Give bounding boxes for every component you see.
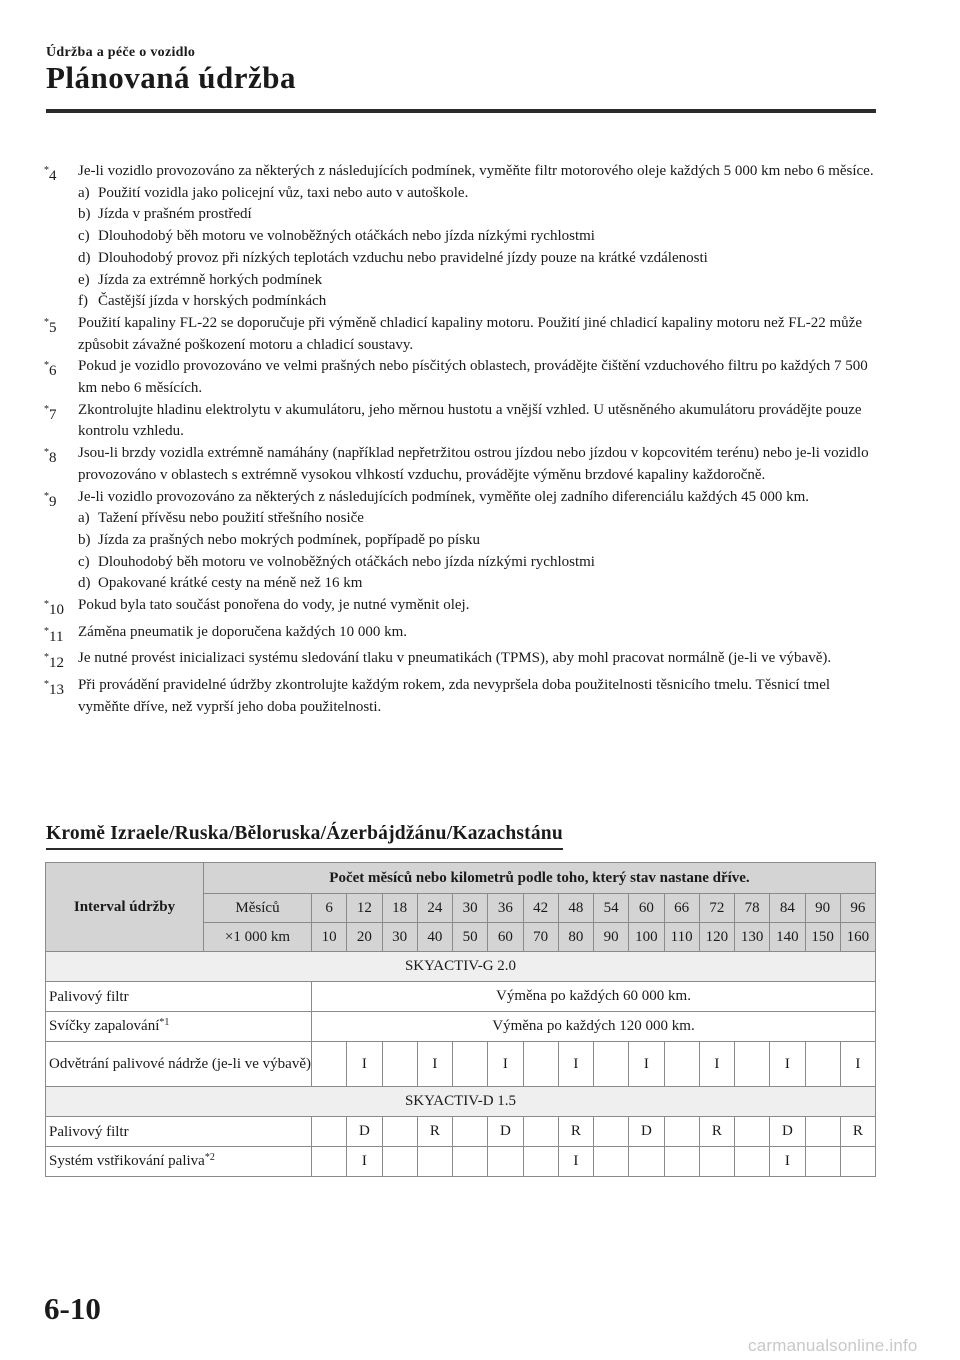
footnote-subitem: [78, 291, 874, 313]
schedule-cell: [382, 1042, 417, 1087]
schedule-cell: [594, 1147, 629, 1177]
footnote-body: [78, 400, 874, 443]
schedule-cell: I: [770, 1042, 805, 1087]
footnote-subitem: [78, 183, 874, 205]
month-cell: 90: [805, 894, 840, 923]
footnote-number: 6: [49, 363, 57, 380]
subitem-text: Jízda za prašných nebo mokrých podmínek, popřípadě po písku: [98, 531, 480, 548]
subitem-text: Dlouhodobý běh motoru ve volnoběžných otáčkách nebo jízda nízkými rychlostmi: [98, 553, 595, 570]
km-cell: 90: [594, 923, 629, 952]
footnote-marker: [44, 313, 78, 356]
table-row: [46, 1042, 876, 1087]
item-label: [46, 982, 312, 1012]
schedule-cell: [312, 1042, 347, 1087]
period-header: Počet měsíců nebo kilometrů podle toho, který stav nastane dříve.: [204, 863, 876, 894]
item-name: Systém vstřikování paliva: [49, 1152, 205, 1169]
subitem-text: Tažení přívěsu nebo použití střešního nosiče: [98, 510, 364, 527]
months-label: Měsíců: [204, 894, 312, 923]
schedule-cell: I: [558, 1042, 593, 1087]
km-cell: 80: [558, 923, 593, 952]
footnote-text: Při provádění pravidelné údržby zkontrolujte každým rokem, zda nevypršela doba použitelnosti těsnicího tmelu. Těsnicí tmel vyměňte dříve, než vyprší jeho doba použitelnosti.: [78, 677, 831, 715]
subitem-letter: e): [78, 271, 90, 288]
footnote: [44, 161, 874, 313]
engine-group-name: SKYACTIV-G 2.0: [46, 952, 876, 982]
footnote-text: Je-li vozidlo provozováno za některých z následujících podmínek, vyměňte olej zadního diferenciálu každých 45 000 km.: [78, 488, 810, 505]
schedule-cell: [382, 1117, 417, 1147]
footnote: [44, 487, 874, 596]
schedule-cell: [453, 1042, 488, 1087]
footnote-number: 5: [49, 319, 57, 336]
subitem-letter: f): [78, 293, 88, 310]
month-cell: 54: [594, 894, 629, 923]
schedule-cell: [523, 1042, 558, 1087]
schedule-cell: D: [347, 1117, 382, 1147]
schedule-cell: [805, 1042, 840, 1087]
footnote-text: Záměna pneumatik je doporučena každých 10 000 km.: [78, 623, 408, 640]
item-footnote-ref: *1: [159, 1016, 170, 1028]
footnote-text: Pokud je vozidlo provozováno ve velmi prašných nebo písčitých oblastech, provádějte čištění vzduchového filtru po každých 7 500 km nebo 6 měsících.: [78, 358, 868, 397]
footnote-marker: [44, 400, 78, 443]
schedule-cell: [453, 1147, 488, 1177]
footnote-marker: [44, 356, 78, 399]
subitem-letter: c): [78, 228, 90, 245]
footnote-marker: [44, 622, 78, 649]
table-row: [46, 1012, 876, 1042]
engine-group-row: [46, 952, 876, 982]
subitem-letter: c): [78, 553, 90, 570]
km-cell: 70: [523, 923, 558, 952]
footnote-asterisk: *: [44, 360, 49, 372]
footnote: [44, 356, 874, 399]
month-cell: 48: [558, 894, 593, 923]
footnote-number: 7: [49, 406, 57, 423]
watermark: carmanualsonline.info: [748, 1336, 918, 1355]
schedule-cell: [805, 1147, 840, 1177]
footnote-body: [78, 313, 874, 356]
subitem-text: Jízda v prašném prostředí: [98, 206, 252, 223]
schedule-cell: [488, 1147, 523, 1177]
footnote-body: [78, 356, 874, 399]
km-cell: 30: [382, 923, 417, 952]
item-label: [46, 1012, 312, 1042]
interval-label: Interval údržby: [46, 863, 204, 952]
item-label: [46, 1147, 312, 1177]
schedule-cell: [664, 1042, 699, 1087]
month-cell: 72: [699, 894, 734, 923]
footnote-asterisk: *: [44, 490, 49, 502]
footnote-text: Zkontrolujte hladinu elektrolytu v akumulátoru, jeho měrnou hustotu a vnější vzhled. U utěsněného akumulátoru provádějte pouze kontrolu vzhledu.: [78, 401, 862, 440]
footnote-body: [78, 487, 874, 596]
month-cell: 12: [347, 894, 382, 923]
schedule-cell: [523, 1147, 558, 1177]
month-cell: 30: [453, 894, 488, 923]
footnote-number: 8: [49, 450, 57, 467]
footnote: [44, 648, 874, 675]
footnote-number: 4: [49, 168, 57, 184]
schedule-cell: I: [699, 1042, 734, 1087]
schedule-cell: [735, 1147, 770, 1177]
item-label: [46, 1117, 312, 1147]
footnote-subitem: [78, 226, 874, 248]
month-cell: 96: [840, 894, 875, 923]
schedule-cell: [840, 1147, 875, 1177]
schedule-cell: [629, 1147, 664, 1177]
footnote: [44, 313, 874, 356]
region-heading: Kromě Izraele/Ruska/Běloruska/Ázerbájdžánu/Kazachstánu: [46, 823, 563, 850]
footnote-subitem: [78, 573, 874, 595]
footnote-body: [78, 648, 874, 675]
schedule-cell: D: [488, 1117, 523, 1147]
subitem-letter: b): [78, 531, 91, 548]
km-cell: 110: [664, 923, 699, 952]
km-cell: 140: [770, 923, 805, 952]
footnote-subitem: [78, 530, 874, 552]
item-name: Odvětrání palivové nádrže (je-li ve výbavě): [49, 1056, 311, 1072]
footnote-number: 12: [49, 655, 64, 672]
footnote-asterisk: *: [44, 316, 49, 328]
footnotes: [44, 161, 874, 719]
footnote-text: Použití kapaliny FL-22 se doporučuje při výměně chladicí kapaliny motoru. Použití jiné chladicí kapaliny motoru než FL-22 může způsobit závažné poškození motoru a chladicí soustavy.: [78, 314, 862, 353]
schedule-cell: [417, 1147, 452, 1177]
schedule-cell: I: [347, 1042, 382, 1087]
interval-note: Výměna po každých 60 000 km.: [312, 982, 876, 1012]
schedule-cell: D: [770, 1117, 805, 1147]
subitem-text: Opakované krátké cesty na méně než 16 km: [98, 575, 363, 592]
schedule-cell: [523, 1117, 558, 1147]
subitem-text: Použití vozidla jako policejní vůz, taxi nebo auto v autoškole.: [98, 184, 469, 201]
schedule-cell: [664, 1147, 699, 1177]
table-row: [46, 1117, 876, 1147]
footnote-text: Je nutné provést inicializaci systému sledování tlaku v pneumatikách (TPMS), aby mohl pracovat normálně (je-li ve výbavě).: [78, 650, 832, 667]
month-cell: 18: [382, 894, 417, 923]
schedule-cell: [664, 1117, 699, 1147]
footnote-number: 13: [49, 682, 64, 699]
footnote-text: Pokud byla tato součást ponořena do vody, je nutné vyměnit olej.: [78, 597, 470, 614]
schedule-cell: [594, 1042, 629, 1087]
item-footnote-ref: *2: [204, 1151, 215, 1163]
subitem-text: Dlouhodobý běh motoru ve volnoběžných otáčkách nebo jízda nízkými rychlostmi: [98, 228, 595, 245]
schedule-cell: I: [558, 1147, 593, 1177]
title-divider: [46, 109, 876, 113]
footnote-marker: [44, 675, 78, 718]
schedule-cell: D: [629, 1117, 664, 1147]
footnote-marker: [44, 487, 78, 596]
schedule-cell: R: [558, 1117, 593, 1147]
footnote-subitem: [78, 270, 874, 292]
month-cell: 60: [629, 894, 664, 923]
schedule-cell: I: [629, 1042, 664, 1087]
schedule-cell: [312, 1147, 347, 1177]
page-number: 6-10: [44, 1291, 101, 1326]
footnote-asterisk: *: [44, 599, 49, 611]
footnote-subitem: [78, 552, 874, 574]
footnote: [44, 622, 874, 649]
month-cell: 66: [664, 894, 699, 923]
km-cell: 150: [805, 923, 840, 952]
month-cell: 42: [523, 894, 558, 923]
footnote-asterisk: *: [44, 165, 49, 176]
footnote-asterisk: *: [44, 447, 49, 459]
table-row: [46, 982, 876, 1012]
footnote-number: 10: [49, 602, 64, 619]
km-label: ×1 000 km: [204, 923, 312, 952]
footnote-asterisk: *: [44, 403, 49, 415]
month-cell: 84: [770, 894, 805, 923]
footnote-number: 9: [49, 493, 57, 510]
schedule-cell: [382, 1147, 417, 1177]
month-cell: 6: [312, 894, 347, 923]
schedule-cell: I: [417, 1042, 452, 1087]
table-row: [46, 1147, 876, 1177]
footnote-marker: [44, 648, 78, 675]
km-cell: 120: [699, 923, 734, 952]
footnote-marker: [44, 595, 78, 622]
footnote-number: 11: [49, 628, 64, 645]
subitem-text: Častější jízda v horských podmínkách: [98, 293, 327, 310]
subitem-letter: d): [78, 575, 91, 592]
footnote-marker: [44, 161, 78, 313]
schedule-cell: [699, 1147, 734, 1177]
item-name: Svíčky zapalování: [49, 1017, 160, 1034]
km-cell: 20: [347, 923, 382, 952]
schedule-cell: [735, 1042, 770, 1087]
km-cell: 60: [488, 923, 523, 952]
km-cell: 160: [840, 923, 875, 952]
footnote-subitem: [78, 248, 874, 270]
km-cell: 40: [417, 923, 452, 952]
subitem-text: Jízda za extrémně horkých podmínek: [98, 271, 323, 288]
footnote: [44, 595, 874, 622]
month-cell: 24: [417, 894, 452, 923]
km-cell: 10: [312, 923, 347, 952]
schedule-cell: I: [347, 1147, 382, 1177]
schedule-cell: I: [840, 1042, 875, 1087]
footnote-body: [78, 595, 874, 622]
schedule-cell: R: [840, 1117, 875, 1147]
footnote-body: [78, 622, 874, 649]
footnote-subitem: [78, 204, 874, 226]
footnote-body: [78, 443, 874, 486]
schedule-cell: I: [770, 1147, 805, 1177]
footnote: [44, 675, 874, 718]
schedule-cell: R: [417, 1117, 452, 1147]
footnote-marker: [44, 443, 78, 486]
month-cell: 36: [488, 894, 523, 923]
footnote: [44, 443, 874, 486]
km-cell: 130: [735, 923, 770, 952]
subitem-letter: d): [78, 249, 91, 266]
km-cell: 100: [629, 923, 664, 952]
footnote-asterisk: *: [44, 679, 49, 691]
section-label: Údržba a péče o vozidlo: [46, 45, 196, 60]
interval-note: Výměna po každých 120 000 km.: [312, 1012, 876, 1042]
subitem-text: Dlouhodobý provoz při nízkých teplotách vzduchu nebo pravidelné jízdy pouze na krátké vzdálenosti: [98, 249, 708, 266]
schedule-cell: [312, 1117, 347, 1147]
item-name: Palivový filtr: [49, 1123, 129, 1140]
footnote-text: Jsou-li brzdy vozidla extrémně namáhány (například nepřetržitou ostrou jízdou nebo jízdou v kopcovitém terénu) nebo je-li vozidlo provozováno v oblastech s extrémně vysokou vlhkostí vzduchu, provádějte výměnu brzdové kapaliny každoročně.: [78, 445, 869, 483]
engine-group-row: [46, 1087, 876, 1117]
schedule-cell: [805, 1117, 840, 1147]
footnote-body: [78, 675, 874, 718]
maintenance-schedule-table: [45, 862, 876, 1177]
subitem-letter: b): [78, 206, 91, 223]
footnote: [44, 400, 874, 443]
month-cell: 78: [735, 894, 770, 923]
item-name: Palivový filtr: [49, 988, 129, 1005]
footnote-subitem: [78, 508, 874, 530]
item-label: [46, 1042, 312, 1087]
footnote-asterisk: *: [44, 625, 49, 637]
page-title: Plánovaná údržba: [46, 60, 297, 95]
engine-group-name: SKYACTIV-D 1.5: [46, 1087, 876, 1117]
km-cell: 50: [453, 923, 488, 952]
footnote-text: Je-li vozidlo provozováno za některých z následujících podmínek, vyměňte filtr motorového oleje každých 5 000 km nebo 6 měsíce.: [78, 163, 874, 179]
footnote-body: [78, 161, 874, 313]
schedule-cell: [453, 1117, 488, 1147]
schedule-cell: I: [488, 1042, 523, 1087]
schedule-cell: [735, 1117, 770, 1147]
subitem-letter: a): [78, 184, 90, 201]
subitem-letter: a): [78, 510, 90, 527]
schedule-cell: R: [699, 1117, 734, 1147]
footnote-asterisk: *: [44, 652, 49, 664]
schedule-cell: [594, 1117, 629, 1147]
